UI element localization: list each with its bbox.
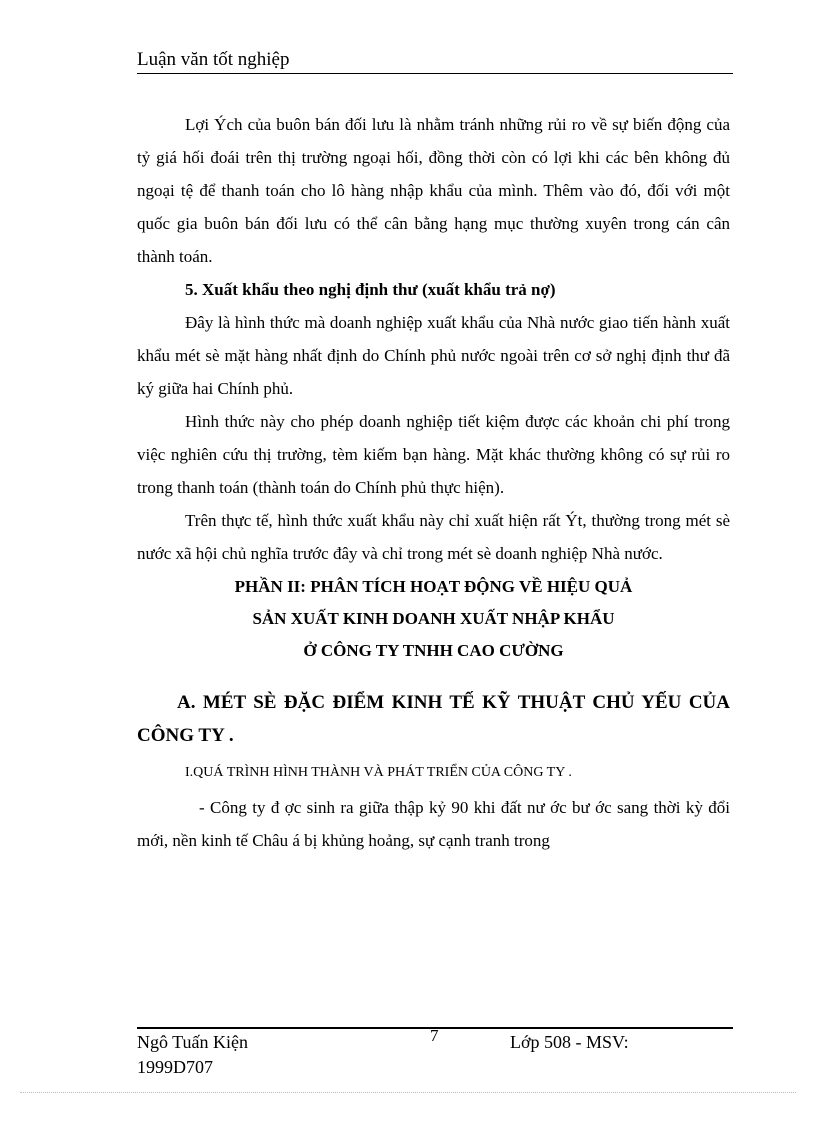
running-header: Luận văn tốt nghiệp [137,49,290,70]
heading-protocol-export: 5. Xuất khẩu theo nghị định thư (xuất khẩu trả nợ) [185,280,556,299]
header-divider [137,73,733,74]
page-body [137,108,730,857]
page-bottom-edge [20,1092,796,1093]
footer-class: Lớp 508 - MSV: [510,1032,629,1052]
footer-author [137,1030,248,1080]
page-number: 7 [430,1026,439,1045]
paragraph-protocol-definition: Đây là hình thức mà doanh nghiệp xuất khẩu của Nhà nước giao tiến hành xuất khẩu mét sè mặt hàng nhất định do Chính phủ nước ngoài trên cơ sở nghị định thư đã ký giữa hai Chính phủ. [137,313,730,398]
paragraph-company-history: - Công ty đ ợc sinh ra giữa thập kỷ 90 khi đất nư ớc bư ớc sang thời kỳ đổi mới, nền kinh tế Châu á bị khủng hoảng, sự cạnh tranh trong [137,798,730,850]
part-title-line-3: Ở CÔNG TY TNHH CAO CƯỜNG [303,641,564,660]
footer-student-id: 1999D707 [137,1057,213,1077]
part-title-line-2: SẢN XUẤT KINH DOANH XUẤT NHẬP KHẨU [252,609,615,628]
section-a-heading: A. MÉT SÈ ĐẶC ĐIỂM KINH TẾ KỸ THUẬT CHỦ YẾU CỦA CÔNG TY . [137,692,730,746]
paragraph-protocol-practice: Trên thực tế, hình thức xuất khẩu này chỉ xuất hiện rất Ýt, thường trong mét sè nước xã hội chủ nghĩa trước đây và chỉ trong mét sè doanh nghiệp Nhà nước. [137,511,730,563]
paragraph-barter-benefit: Lợi Ých của buôn bán đối lưu là nhằm tránh những rủi ro về sự biến động của tỷ giá hối đoái trên thị trường ngoại hối, đồng thời còn có lợi khi các bên không đủ ngoại tệ để thanh toán cho lô hàng nhập khẩu của mình. Thêm vào đó, đối với một quốc gia buôn bán đối lưu có thể cân bằng hạng mục thường xuyên trong cán cân thành toán. [137,115,730,266]
paragraph-protocol-benefits: Hình thức này cho phép doanh nghiệp tiết kiệm được các khoản chi phí trong việc nghiên cứu thị trường, tèm kiếm bạn hàng. Mặt khác thường không có sự rủi ro trong thanh toán (thành toán do Chính phủ thực hiện). [137,412,730,497]
footer-author-name: Ngô Tuấn Kiện [137,1032,249,1052]
subsection-1-heading: I.QUÁ TRÌNH HÌNH THÀNH VÀ PHÁT TRIỂN CỦA CÔNG TY . [185,765,572,780]
part-title-line-1: PHẦN II: PHÂN TÍCH HOẠT ĐỘNG VỀ HIỆU QUẢ [234,577,633,596]
